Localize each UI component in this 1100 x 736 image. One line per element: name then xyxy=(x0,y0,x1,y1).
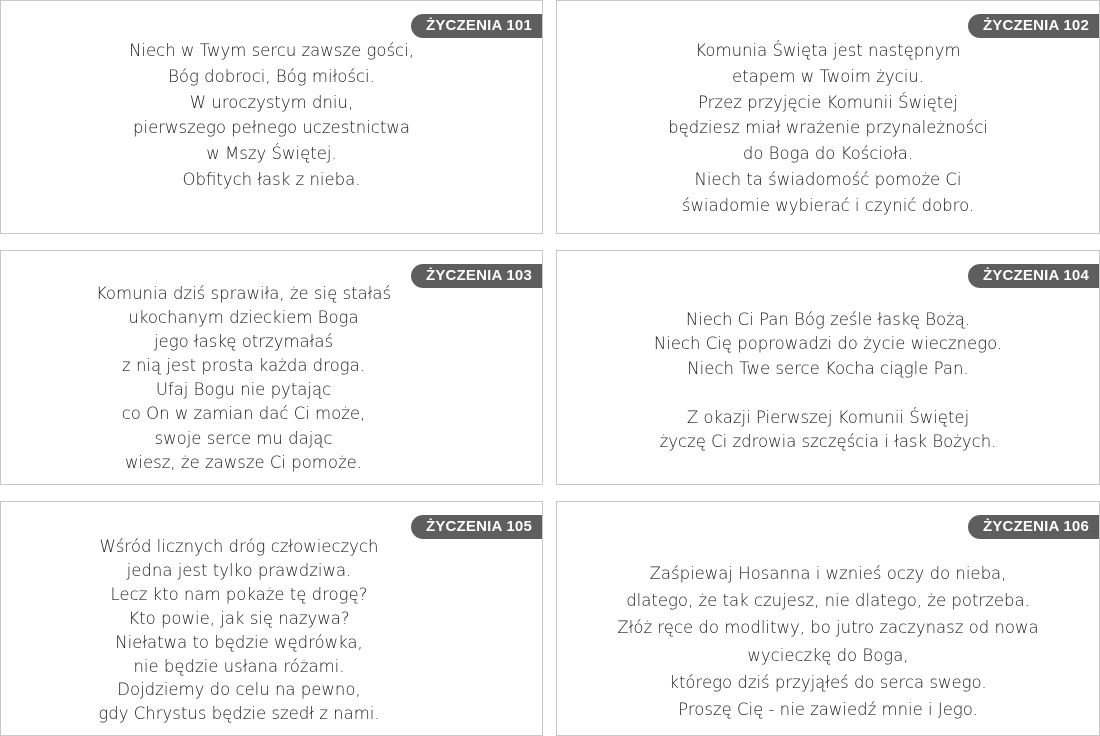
wish-number-badge: ŻYCZENIA 106 xyxy=(968,515,1100,539)
wish-verse: Zaśpiewaj Hosanna i wznieś oczy do nieba, dlatego, że tak czujesz, nie dlatego, że potrzeba. Złóż ręce do modlitwy, bo jutro zaczynasz od nowa wycieczkę do Boga, którego dziś przyjąłeś do serca swego. Proszę Cię - nie zawiedź mnie i Jego. xyxy=(617,564,1039,720)
wish-verse: Komunia dziś sprawiła, że się stałaś ukochanym dzieckiem Boga jego łaskę otrzymałaś z nią jest prosta każda droga. Ufaj Bogu nie pytając co On w zamian dać Ci może, swoje serce mu dając wiesz, że zawsze Ci pomoże. xyxy=(95,284,392,472)
wish-verse: Komunia Święta jest następnym etapem w Twoim życiu. Przez przyjęcie Komunii Świętej będziesz miał wrażenie przynależności do Boga do Kościoła. Niech ta świadomość pomoże Ci świadomie wybierać i czynić dobro. xyxy=(668,41,988,215)
wish-verse: Wśród licznych dróg człowieczych jedna jest tylko prawdziwa. Lecz kto nam pokaże tę drogę? Kto powie, jak się nazywa? Niełatwa to będzie wędrówka, nie będzie usłana różami. Dojdziemy do celu na pewno, gdy Chrystus będzie szedł z nami. xyxy=(98,537,380,724)
wish-card-106 xyxy=(556,501,1100,736)
wish-number-badge: ŻYCZENIA 103 xyxy=(411,264,543,288)
wish-card-101 xyxy=(0,0,543,234)
wish-verse: Niech Ci Pan Bóg ześle łaskę Bożą. Niech Cię poprowadzi do życie wiecznego. Niech Twe serce Kocha ciągle Pan. Z okazji Pierwszej Komunii Świętej życzę Ci zdrowia szczęścia i łask Bożych. xyxy=(653,310,1003,452)
wish-card-103 xyxy=(0,250,543,485)
wish-number-badge: ŻYCZENIA 105 xyxy=(411,515,543,539)
wish-number-badge: ŻYCZENIA 102 xyxy=(968,14,1100,38)
wish-number-badge: ŻYCZENIA 104 xyxy=(968,264,1100,288)
wish-card-104 xyxy=(556,250,1100,485)
wish-verse: Niech w Twym sercu zawsze gości, Bóg dobroci, Bóg miłości. W uroczystym dniu, pierwszego pełnego uczestnictwa w Mszy Świętej. Obfitych łask z nieba. xyxy=(129,41,414,189)
wish-number-badge: ŻYCZENIA 101 xyxy=(411,14,543,38)
wish-card-105 xyxy=(0,501,543,736)
wish-card-102 xyxy=(556,0,1100,234)
